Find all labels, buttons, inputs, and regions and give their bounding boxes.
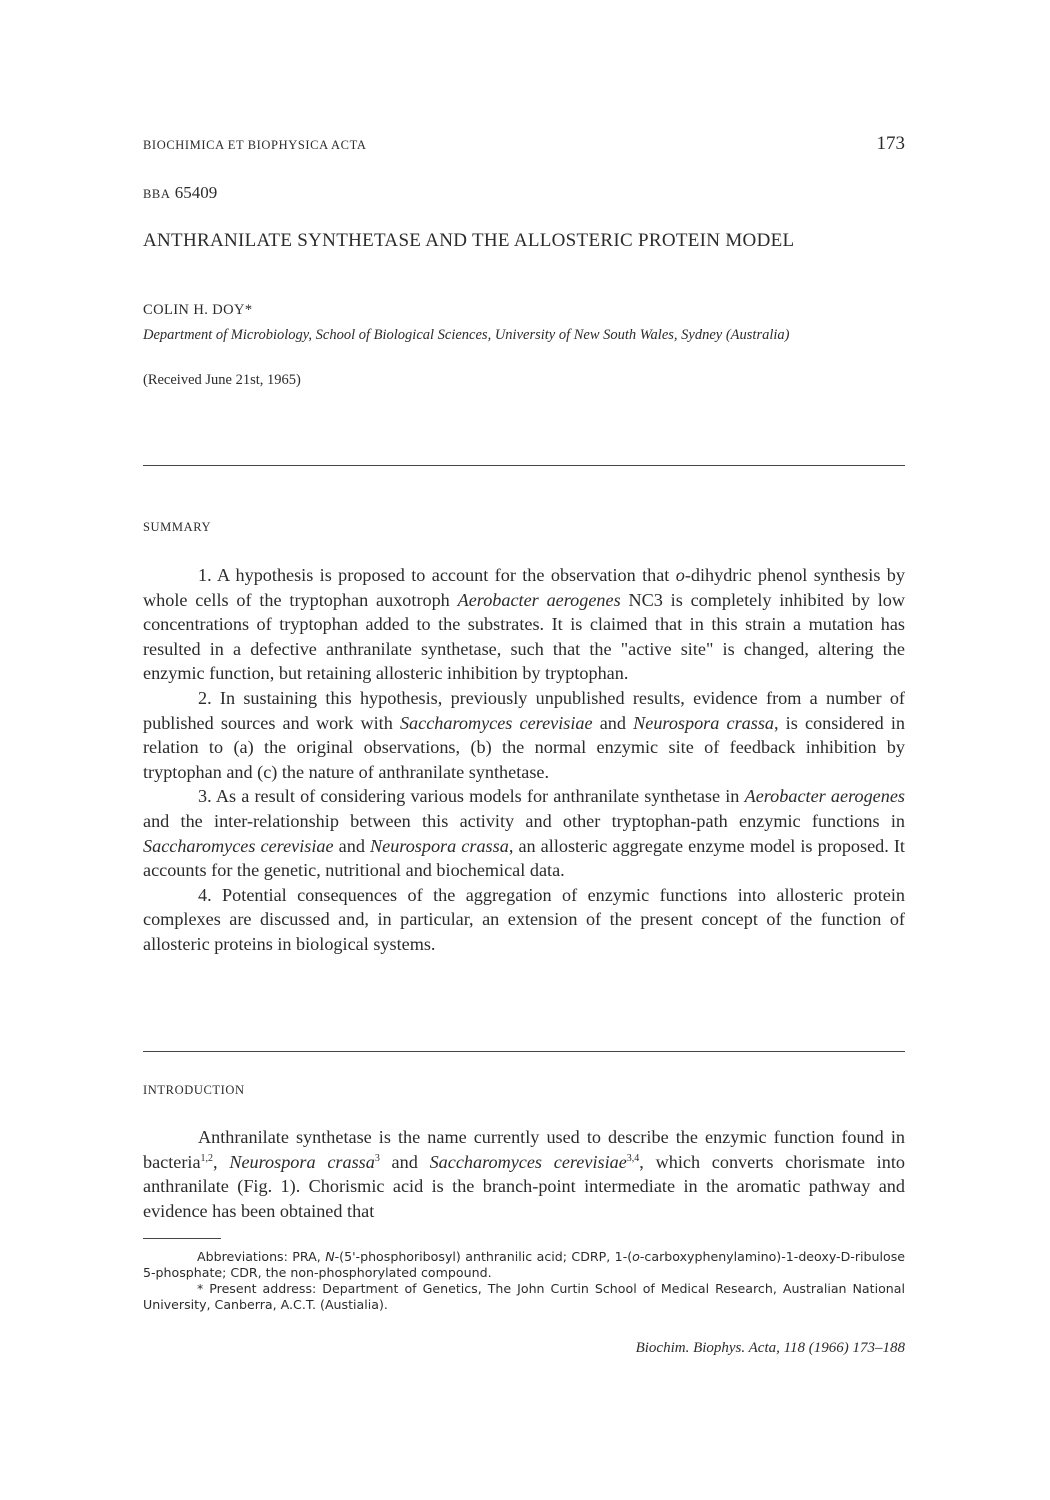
article-title: ANTHRANILATE SYNTHETASE AND THE ALLOSTERIC PROTEIN MODEL [143, 230, 795, 251]
reference-marker: 3 [374, 1152, 380, 1164]
footnote-divider [143, 1238, 221, 1239]
summary-paragraph-4: 4. Potential consequences of the aggregation of enzymic functions into allosteric protein complexes are discussed and, in particular, an extension of the present concept of the function of allosteric proteins in biological systems. [143, 884, 905, 954]
footnote-present-address: * Present address: Department of Genetics, The John Curtin School of Medical Research, Australian National University, Canberra, A.C.T. (Austialia). [143, 1281, 905, 1312]
received-date: (Received June 21st, 1965) [143, 372, 301, 388]
divider-bottom [143, 1051, 905, 1052]
reference-marker: 3,4 [626, 1152, 640, 1164]
page-number: 173 [876, 133, 905, 154]
article-id [143, 183, 217, 203]
summary-paragraph-2: 2. In sustaining this hypothesis, previously unpublished results, evidence from a number of published sources and work with Saccharomyces cerevisiae and Neurospora crassa, is considered in relation to (a) the original observations, (b) the normal enzymic site of feedback inhibition by tryptophan and (c) the nature of anthranilate synthetase. [143, 687, 906, 782]
introduction-paragraph: Anthranilate synthetase is the name currently used to describe the enzymic function found in bacteria$^{1,2}$, Neurospora crassa$^3$ and Saccharomyces cerevisiae$^{3,4}$, which converts chorismate into anthranilate (Fig. 1). Chorismic acid is the branch-point intermediate in the aromatic pathway and evidence has been obtained that [143, 1127, 905, 1221]
author-name: COLIN H. DOY* [143, 302, 253, 318]
divider-top [143, 465, 905, 466]
introduction-body [143, 1125, 905, 1223]
article-id-number: 65409 [174, 183, 218, 202]
summary-heading: SUMMARY [143, 520, 212, 534]
summary-paragraph-3: 3. As a result of considering various models for anthranilate synthetase in Aerobacter aerogenes and the inter-relationship between this activity and other tryptophan-path enzymic functions in Saccharomyces cerevisiae and Neurospora crassa, an allosteric aggregate enzyme model is proposed. It accounts for the genetic, nutritional and biochemical data. [143, 786, 905, 881]
journal-header: BIOCHIMICA ET BIOPHYSICA ACTA [143, 138, 367, 152]
reference-marker: 1,2 [200, 1152, 214, 1164]
introduction-heading: INTRODUCTION [143, 1083, 245, 1097]
author-affiliation: Department of Microbiology, School of Biological Sciences, University of New South Wales, Sydney (Australia) [143, 327, 790, 343]
journal-citation: Biochim. Biophys. Acta, 118 (1966) 173–188 [635, 1340, 905, 1356]
article-id-prefix: BBA [143, 187, 171, 201]
summary-body [143, 563, 905, 957]
footnote-abbreviations: Abbreviations: PRA, N-(5'-phosphoribosyl) anthranilic acid; CDRP, 1-(o-carboxyphenylamino)-1-deoxy-D-ribulose 5-phosphate; CDR, the non-phosphorylated compound. [143, 1249, 906, 1280]
footnotes [143, 1249, 905, 1313]
summary-paragraph-1: 1. A hypothesis is proposed to account for the observation that o-dihydric phenol synthesis by whole cells of the tryptophan auxotroph Aerobacter aerogenes NC3 is completely inhibited by low concentrations of tryptophan added to the substrates. It is claimed that in this strain a mutation has resulted in a defective anthranilate synthetase, such that the "active site" is changed, altering the enzymic function, but retaining allosteric inhibition by tryptophan. [143, 565, 905, 684]
